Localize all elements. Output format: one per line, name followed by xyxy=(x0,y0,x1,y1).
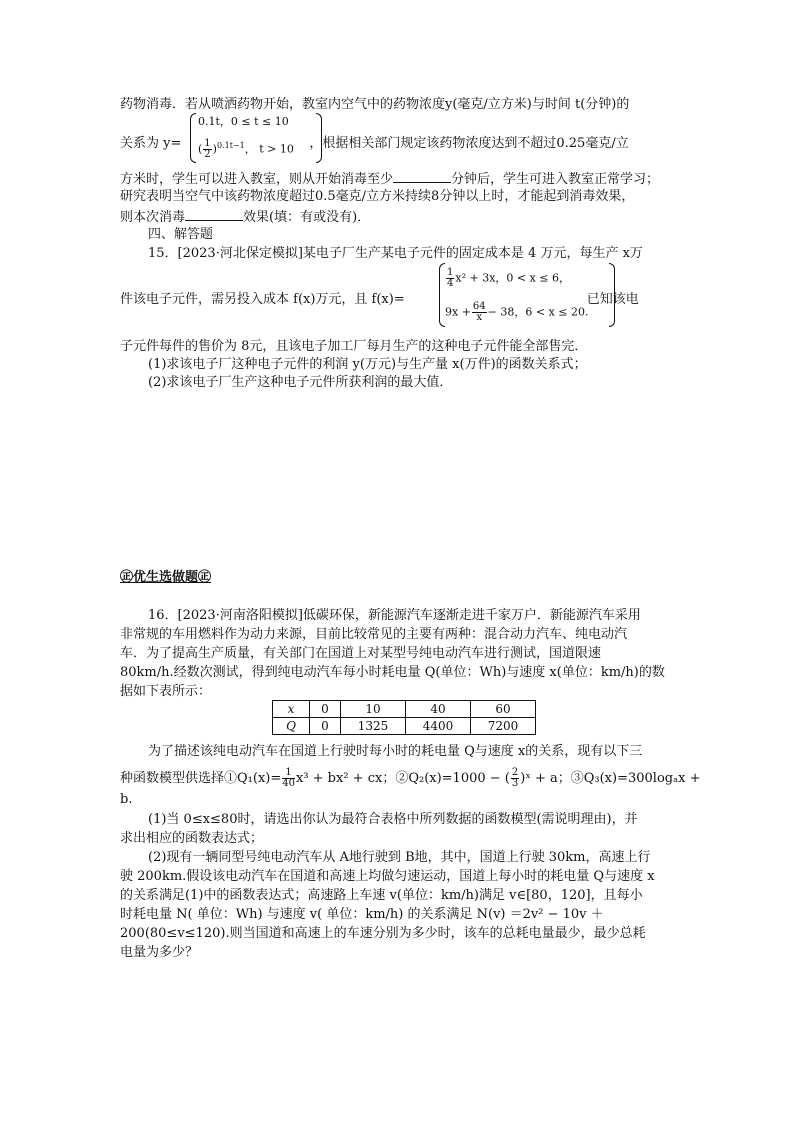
q15-case-1-text: x² + 3x，0 < x ≤ 6， xyxy=(455,271,571,285)
piecewise-case-1: 0.1t，0 ≤ t ≤ 10 xyxy=(198,115,289,128)
table-cell: 60 xyxy=(471,701,536,718)
q15-case-1 xyxy=(445,268,570,289)
table-cell: Q xyxy=(273,718,310,735)
q16-line-3: 车．为了提高生产质量，有关部门在国道上对某型号纯电动汽车进行测试，国道限速 xyxy=(120,646,602,661)
p14-line-5 xyxy=(120,208,370,226)
q16-sub2-line-6: 电量为多少？ xyxy=(120,945,199,960)
table-cell: 1325 xyxy=(341,718,406,735)
p14-line-5b: 效果(填：有或没有)． xyxy=(243,210,371,225)
table-cell: 0 xyxy=(310,701,341,718)
q15-line-1: 15．[2023·河北保定模拟]某电子厂生产某电子元件的固定成本是 4 万元，每生产 x万 xyxy=(148,246,643,261)
piecewise-brace-left xyxy=(190,113,196,163)
section-heading-answers: 四、解答题 xyxy=(148,227,214,242)
q16-line-6: 为了描述该纯电动汽车在国道上行驶时每小时的耗电量 Q与速度 x的关系，现有以下三 xyxy=(148,744,643,759)
q15-line-3: 子元件每件的售价为 8元，且该电子加工厂每月生产的这种电子元件能全部售完． xyxy=(120,339,588,354)
q16-model-3: )ˣ + a；③Q₃(x)=300logₐx + xyxy=(520,771,701,786)
q16-line-1: 16．[2023·河南洛阳模拟]低碳环保，新能源汽车逐渐走进千家万户．新能源汽车采用 xyxy=(148,608,641,623)
table-cell: 7200 xyxy=(471,718,536,735)
q15-subquestion-2: (2)求该电子厂生产这种电子元件所获利润的最大值． xyxy=(148,375,453,390)
q16-sub2-line-3: 的关系满足(1)中的函数表达式；高速路上车速 v(单位：km/h)满足 v∈[80，120]，且每小 xyxy=(120,888,643,903)
p14-line-3a: 方米时，学生可以进入教室，则从开始消毒至少 xyxy=(120,172,394,187)
fraction-half: $\frac{1}{2}$ xyxy=(204,138,211,161)
p14-relation-prefix: 关系为 y= xyxy=(120,136,182,151)
p14-line-5a: 则本次消毒 xyxy=(120,210,186,225)
q15-case-2a: 9x + xyxy=(445,305,471,319)
table-row xyxy=(273,701,536,718)
table-cell: x xyxy=(273,701,310,718)
p14-line-1: 药物消毒．若从喷洒药物开始，教室内空气中的药物浓度y(毫克/立方米)与时间 t(分钟)的 xyxy=(120,97,630,112)
q15-brace-right xyxy=(609,263,615,327)
table-cell: 40 xyxy=(406,701,471,718)
q16-sub1-line-2: 求出相应的函数表达式； xyxy=(120,831,264,846)
q16-line-8: b. xyxy=(120,792,133,807)
p14-relation-suffix: ，根据相关部门规定该药物浓度达到不超过0.25毫克/立 xyxy=(309,136,629,151)
q16-sub2-line-1: (2)现有一辆同型号纯电动汽车从 A地行驶到 B地，其中，国道上行驶 30km，高速上行 xyxy=(148,850,651,865)
p14-line-2 xyxy=(120,136,629,152)
q15-cost-prefix: 件该电子元件，需另投入成本 f(x)万元，且 f(x)= xyxy=(120,292,405,307)
data-table xyxy=(272,700,536,735)
piecewise-brace-right xyxy=(316,113,322,163)
table-cell: 4400 xyxy=(406,718,471,735)
p14-line-4: 研究表明当空气中该药物浓度超过0.5毫克/立方米持续8分钟以上时，才能起到消毒效果， xyxy=(120,189,635,204)
p14-line-3 xyxy=(120,170,659,188)
q16-sub2-line-4: 时耗电量 N( 单位：Wh) 与速度 v( 单位：km/h) 的关系满足 N(v) ＝2v² − 10v ＋ xyxy=(120,907,604,922)
q16-line-7 xyxy=(120,768,700,789)
piecewise-exponent: 0.1t−1 xyxy=(216,141,245,150)
q15-subquestion-1: (1)求该电子厂这种电子元件的利润 y(万元)与生产量 x(万件)的函数关系式； xyxy=(148,357,587,372)
fraction-quarter: $\frac{1}{4}$ xyxy=(447,267,454,289)
answer-blank-minutes[interactable] xyxy=(393,170,451,183)
q16-line-2: 非常规的车用燃料作为动力来源，目前比较常见的主要有两种：混合动力汽车、纯电动汽 xyxy=(120,627,628,642)
q15-case-2 xyxy=(445,302,588,323)
table-row xyxy=(273,718,536,735)
piecewise-case-2-tail: ， t > 10 xyxy=(244,142,294,156)
q16-sub2-line-5: 200(80≤v≤120).则当国道和高速上的车速分别为多少时，该车的总耗电量最少，最少总耗 xyxy=(120,926,646,941)
q15-case-2b: − 38，6 < x ≤ 20. xyxy=(487,305,589,319)
optional-section-heading: ㊣优生选做题㊣ xyxy=(120,570,212,585)
fraction-2-over-3: $\frac{2}{3}$ xyxy=(511,767,519,789)
q16-model-2-prefix: x³ + bx² + cx；②Q₂(x)=1000 − ( xyxy=(295,771,510,786)
q16-model-1-prefix: 种函数模型供选择①Q₁(x)= xyxy=(120,771,282,786)
piecewise-case-2: ( $\frac{1}{2}$ )$^{0.1t-1}$， t > 10 xyxy=(198,138,294,161)
q16-line-4: 80km/h.经数次测试，得到纯电动汽车每小时耗电量 Q(单位：Wh)与速度 x(单位：km/h)的数 xyxy=(120,665,665,680)
q16-line-5: 据如下表所示： xyxy=(120,684,212,699)
p14-line-3b: 分钟后，学生可进入教室正常学习； xyxy=(451,172,660,187)
table-cell: 0 xyxy=(310,718,341,735)
q16-sub1-line-1: (1)当 0≤x≤80时，请选出你认为最符合表格中所列数据的函数模型(需说明理由)，并 xyxy=(148,812,638,827)
fraction-64-over-x: $\frac{64}{x}$ xyxy=(472,301,486,323)
fraction-1-over-40: $\frac{1}{40}$ xyxy=(282,767,295,789)
q15-cost-suffix: 已知该电 xyxy=(586,292,639,307)
q16-sub2-line-2: 驶 200km.假设该电动汽车在国道和高速上均做匀速运动，国道上每小时的耗电量 Q与速度 x xyxy=(120,869,655,884)
table-cell: 10 xyxy=(341,701,406,718)
answer-blank-effect[interactable] xyxy=(185,208,243,221)
